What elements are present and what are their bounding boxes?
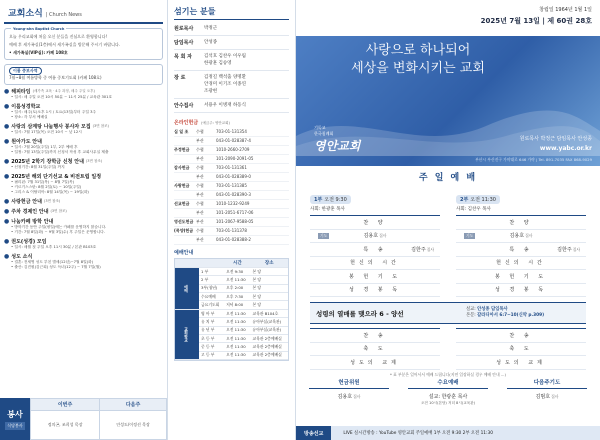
service-2-closing	[456, 328, 586, 370]
closing-row	[310, 343, 440, 357]
schedule-name: 2 부	[199, 276, 224, 284]
bullet-icon: ●	[4, 123, 10, 130]
news-item-title: 나눔카페 방학 안내	[11, 219, 54, 225]
order-row	[310, 243, 440, 257]
news-item	[4, 253, 163, 270]
service-2	[456, 186, 586, 297]
bullet-icon: ●	[4, 253, 10, 260]
news-item-title: 성도 소식	[11, 254, 33, 260]
account-row	[174, 146, 289, 155]
order-kind: 기도	[320, 232, 328, 238]
sermon-info: 설교: 안성종 담임목사 본문: 갈라디아서 6:7~10(신약 p.309)	[466, 307, 545, 318]
service-1-host: 사회: 한광훈 목사	[310, 207, 345, 212]
bulletin-column	[296, 0, 600, 440]
order-person	[510, 232, 533, 239]
logo-small: 기독교	[314, 125, 326, 130]
offering-duty	[304, 378, 394, 400]
sermon-title: 성령의 열매를 맺으라 6 - 양선	[316, 309, 404, 318]
schedule-place: 교육관 2층예배실	[251, 343, 288, 351]
schedule-time: 오전 11:30	[224, 318, 250, 326]
closing-title: 성도의 교제	[496, 359, 546, 366]
account-type: 사랑헌금	[174, 183, 190, 188]
broadcast-bar	[296, 426, 600, 440]
divider	[174, 19, 289, 20]
prayer-box	[4, 64, 163, 85]
schedule-place: 본 당	[251, 276, 288, 284]
staff-role: 원로목사	[174, 26, 194, 32]
contacts-header	[168, 115, 295, 126]
news-item	[4, 208, 163, 215]
news-item	[4, 88, 163, 100]
church-news-column	[0, 0, 168, 440]
account-row	[174, 209, 289, 218]
account-number: 043-01-028388-2	[216, 237, 251, 242]
staff-role: 목 회 자	[174, 54, 192, 60]
schedule-time: 오후 2:00	[224, 284, 250, 292]
bullet-icon: ●	[4, 103, 10, 110]
service-2-badge: 2부 오전 11:30	[456, 195, 500, 204]
order-title: 특 송	[363, 246, 387, 253]
staff-role: 안수집사	[174, 103, 194, 109]
welcome-line: 예배 후 새가족실(1층)에서 새가족실을 방문해 주시기 바랍니다.	[9, 42, 121, 47]
church-logo	[314, 125, 360, 154]
order-person-name: 김한주	[411, 246, 426, 253]
account-row	[174, 227, 289, 236]
news-item	[4, 173, 163, 195]
account-number: 043-01-028389-0	[216, 174, 251, 179]
account-bank: 수협	[196, 129, 204, 134]
order-title: 봉 헌 기 도	[348, 273, 402, 280]
account-type: 주정헌금	[174, 147, 190, 152]
schedule-time: 저녁 8:00	[224, 301, 250, 309]
account-bank: 부산	[196, 156, 204, 161]
account-number: 703-01-131385	[216, 183, 247, 188]
order-row	[310, 284, 440, 298]
order-title: 봉 헌 기 도	[494, 273, 548, 280]
sermon-box	[310, 302, 586, 324]
news-item-line: • 기간: 7월 8일(화) ~ 9월 3일(수) 후 주일은 운영합니다.	[11, 230, 105, 234]
account-bank: 부산	[196, 210, 204, 215]
order-row	[456, 257, 586, 271]
closing-row	[456, 329, 586, 343]
contacts-list	[174, 128, 289, 245]
schedule-name: 1 부	[199, 267, 224, 275]
account-number: 043-01-028390-3	[216, 192, 251, 197]
account-bank: 부산	[196, 237, 204, 242]
banner	[296, 36, 600, 166]
service-2-host: 사회: 김찬우 목사	[456, 207, 491, 212]
account-row	[174, 173, 289, 182]
bullet-icon: ●	[4, 218, 10, 225]
news-header	[4, 0, 163, 24]
schedule-name: 고 등 부	[199, 351, 224, 359]
account-bank: 수협	[196, 183, 204, 188]
news-item-line: • 결혼: 전세영 성도 부친 별세(12년)~7월 8일(화)	[11, 260, 94, 264]
schedule-time: 오전 11:30	[224, 343, 250, 351]
news-item-title: 사랑헌금 안내	[11, 199, 42, 205]
account-number: 1010-1232-9249	[216, 201, 250, 206]
closing-title: 찬 송	[363, 332, 387, 339]
schedule-time: 오전 9:30	[224, 267, 250, 275]
account-bank: 부산	[196, 138, 204, 143]
news-item	[4, 238, 163, 250]
bullet-icon: ●	[4, 208, 10, 215]
order-title: 성 경 봉 독	[494, 287, 548, 294]
service-subtitle: 식당봉사	[7, 422, 23, 428]
news-item-heading	[4, 138, 163, 145]
account-type: 감사헌금	[174, 165, 190, 170]
staff-row	[174, 22, 289, 36]
news-item-title: 이룸성경학교	[11, 104, 41, 110]
welcome-line: • 새가족실(VIP실): 카페 108호	[9, 50, 68, 55]
news-item-heading	[4, 123, 163, 130]
schedule-place: 본 당	[251, 293, 288, 301]
news-item-sub: (새가족 교육 · 4주 과정, 매주 주일 오후)	[32, 89, 95, 93]
welcome-box	[4, 28, 163, 60]
slogan-line: 세상을 변화시키는 교회	[351, 61, 485, 76]
schedule-header: 시간	[224, 259, 250, 267]
schedule-place: 유아부실(교육관)	[251, 318, 288, 326]
closing-title: 축 도	[363, 346, 387, 353]
contacts-subtitle: (예금주: 영안교회)	[201, 121, 230, 125]
news-item-heading	[4, 208, 163, 215]
news-item-sub: (3면 참조)	[85, 159, 103, 163]
wednesday-duty	[403, 378, 493, 406]
news-item	[4, 158, 163, 170]
service-1-order	[310, 215, 440, 297]
news-item-heading	[4, 253, 163, 260]
bullet-icon: ●	[4, 138, 10, 145]
established-date: 창립일 1964년 1월 1일	[539, 7, 592, 13]
account-row	[174, 155, 289, 164]
account-number: 1010-2660-2709	[216, 147, 250, 152]
schedule-time: 오전 11:30	[224, 309, 250, 317]
news-item-line: • 필리핀: 7월 31일(목) ~ 8월 7일(목)	[11, 180, 75, 184]
news-item-line: • 방학기간 동안 주일(평일)에는 카페를 운영하지 않습니다.	[11, 225, 107, 229]
news-item	[4, 138, 163, 155]
account-type: 십 일 조	[174, 129, 189, 134]
order-row	[456, 230, 586, 244]
order-person-suffix: 집사	[525, 233, 533, 239]
account-row	[174, 137, 289, 146]
order-title: 찬 양	[363, 219, 387, 226]
staff-list	[174, 22, 289, 113]
order-person-name: 김용호	[509, 233, 525, 240]
account-row	[174, 164, 289, 173]
account-row	[174, 191, 289, 200]
news-item-title: 주차 경제인 안내	[11, 209, 49, 215]
schedule-place: 유아부실(교육관)	[251, 326, 288, 334]
news-item-line: • 장소: 각 부서 예배실	[11, 115, 48, 119]
account-number: 703-01-131354	[216, 129, 247, 134]
broadcast-tag: 방송선교	[296, 426, 331, 440]
service-header-next-week: 다음주	[100, 399, 167, 411]
schedule-row	[175, 267, 288, 275]
account-type	[174, 138, 196, 144]
news-item-title: 2025년 해외 단기선교 & 비전트립 일정	[11, 174, 102, 180]
service-1-closing	[310, 328, 440, 370]
account-type: (목양)헌금	[174, 228, 194, 233]
prayer-line: 7월~8월 여름방학 중 여름 중보기도회 (카페 108호)	[9, 75, 102, 80]
news-item-sub: (3면 참조)	[92, 124, 109, 128]
account-bank: 수협	[196, 147, 204, 152]
schedule-group: 교회학교	[175, 309, 199, 359]
service-title: 봉사	[7, 409, 23, 419]
contacts-title: 온라인헌금	[174, 120, 199, 126]
prayer-tag: 이룸 중보사역	[9, 67, 42, 75]
staff-row	[174, 99, 289, 113]
news-item-title: 원아가도 안내	[11, 139, 42, 145]
bulletin-header	[481, 6, 592, 26]
bullet-icon: ●	[4, 88, 10, 95]
news-item-line: • 일시: 7월 20일(주일) 1부, 2부 예배 후	[11, 145, 78, 149]
news-item	[4, 103, 163, 120]
account-number: 703-01-131361	[216, 165, 247, 170]
news-item-title: 사랑의 삼계탕 나눔행사 봉사자 모집	[11, 124, 91, 130]
staff-names: 김정길 백석출 양명환 안경미 이기조 이종연 조광현	[204, 75, 246, 94]
staff-row	[174, 50, 289, 71]
news-item-line: • 일시: 매 주일 오전 10시 50분 ~ 11시 25분 / 교육관 301호	[11, 95, 113, 99]
duty-value: 김범호집사	[535, 394, 559, 400]
order-row	[456, 243, 586, 257]
staff-row	[174, 36, 289, 50]
news-subtitle: | Church News	[45, 12, 82, 18]
staff-names: 안성종	[204, 40, 218, 45]
news-item-line: • 일시: 7월 17일(목) 오전 10시 ~ 낮 12시	[11, 130, 82, 134]
schedule-header	[199, 259, 224, 267]
schedule-name: 금요기도회	[199, 301, 224, 309]
closing-row	[310, 329, 440, 343]
schedule-time: 오전 11:30	[224, 326, 250, 334]
service-side	[0, 398, 30, 440]
news-item-line: • 키르기스스탄: 8월 2일(토) ~ 10일(주일)	[11, 185, 82, 189]
closing-title: 찬 송	[509, 332, 533, 339]
order-row	[456, 270, 586, 284]
schedule-place: 교육관 2층예배실	[251, 351, 288, 359]
service-cell: 정의곤, 조희성 목장	[31, 411, 100, 440]
schedule-table	[174, 258, 289, 361]
schedule-time: 오전 11:30	[224, 351, 250, 359]
news-item-title: 권도(성경) 모임	[11, 239, 47, 245]
news-item-sub: (3면 참조)	[50, 209, 67, 213]
slogan-line: 사랑으로 하나되어	[365, 43, 471, 58]
bullet-icon: ●	[4, 198, 10, 205]
account-row	[174, 128, 289, 137]
order-row	[310, 270, 440, 284]
duty-header: 다음주기도	[507, 378, 587, 389]
order-person	[411, 246, 434, 253]
schedule-time: 오후 7:30	[224, 293, 250, 301]
schedule-header: 장소	[251, 259, 288, 267]
broadcast-text: LIVE 실시간방송 : YouTube 영안교회 주일예배 1부 오전 9:30 2부 오전 11:30	[343, 431, 493, 436]
news-item	[4, 218, 163, 235]
closing-title: 성도의 교제	[350, 359, 400, 366]
bullet-icon: ●	[4, 158, 10, 165]
service-2-order	[456, 215, 586, 297]
news-item-heading	[4, 238, 163, 245]
closing-row	[456, 356, 586, 370]
account-bank: 부산	[196, 219, 204, 224]
logo-small: 한국침례회	[314, 131, 334, 136]
account-type: 선교헌금	[174, 201, 190, 206]
duty-header: 수요예배	[408, 378, 488, 389]
news-item-line: • 신청기간: 8월 31일(주일) 까지	[11, 165, 65, 169]
news-item-line: • 일시: 매주(토)오후 1시 / 토요(13일)부터 주일 3주	[11, 110, 96, 114]
order-title: 헌신의 시간	[350, 260, 400, 267]
order-kind: 기도	[466, 232, 474, 238]
account-bank: 부산	[196, 192, 204, 197]
duty-header: 헌금위원	[309, 378, 389, 389]
news-item	[4, 123, 163, 135]
schedule-name: 초 등 부	[199, 335, 224, 343]
welcome-tag: Young-ahn Baptist Church	[13, 27, 65, 31]
schedule-group: 예배	[175, 267, 199, 309]
service-1-badge: 1부 오전 9:30	[310, 195, 351, 204]
account-number: 101-2051-6717-06	[216, 210, 254, 215]
account-type	[174, 156, 196, 162]
schedule-place: 본 당	[251, 267, 288, 275]
schedule-time: 오전 11:30	[224, 276, 250, 284]
closing-row	[310, 356, 440, 370]
order-row	[456, 216, 586, 230]
order-title: 특 송	[509, 246, 533, 253]
staff-role: 장 로	[174, 75, 186, 81]
schedule-time: 오전 11:30	[224, 335, 250, 343]
service-table	[30, 398, 167, 440]
order-row	[310, 230, 440, 244]
issue-date: 2025년 7월 13일 | 제 60권 28호	[480, 17, 592, 25]
schedule-name: 유 치 부	[199, 318, 224, 326]
staff-names: 김석호 김찬우 이우림 한광훈 김승영	[204, 54, 246, 66]
staff-role: 담임목사	[174, 40, 194, 46]
news-item-line: • 일정: 7월 13일(주일)까지 신청서 작성 후 교회사무실 제출	[11, 150, 109, 154]
closing-row	[456, 343, 586, 357]
account-bank: 수협	[196, 165, 204, 170]
next-prayer-duty	[502, 378, 592, 400]
schedule-title: 예배안내	[174, 250, 194, 256]
order-row	[310, 216, 440, 230]
order-row	[456, 284, 586, 298]
account-bank: 부산	[196, 174, 204, 179]
service-1	[310, 186, 440, 297]
service-header-this-week: 이번주	[31, 399, 100, 411]
order-row	[310, 257, 440, 271]
news-item-heading	[4, 218, 163, 225]
schedule-header	[175, 259, 199, 267]
order-person	[557, 246, 580, 253]
news-item-line: • 일시: 매월 첫 주일 오후 11시 30분 / 본관 B103호	[11, 245, 97, 249]
account-type	[174, 237, 196, 243]
order-person-suffix: 집사	[572, 246, 580, 252]
staff-names: 서용우 이병재 하동식	[204, 103, 246, 108]
account-number: 101-2090-2091-05	[216, 156, 254, 161]
order-person-suffix: 집사	[379, 233, 387, 239]
schedule-name: 중 등 부	[199, 343, 224, 351]
staff-row	[174, 71, 289, 99]
news-item-line: • 출산: 김진원(김근희) 성도 득녀(12주) ~ 7월 7일(월)	[11, 265, 101, 269]
schedule-name: 수요예배	[199, 293, 224, 301]
news-item-sub: (3면 참조)	[43, 199, 61, 203]
schedule-place: 교육관 B104호	[251, 309, 288, 317]
order-person-suffix: 집사	[426, 246, 434, 252]
order-person	[364, 232, 387, 239]
news-item	[4, 198, 163, 205]
news-item-line: • 그리스 & 이탈리아: 8월 14일(목) ~ 19일(화)	[11, 190, 89, 194]
service-cell: 안성도/이정선 목장	[100, 411, 167, 440]
account-bank: 수협	[196, 228, 204, 233]
news-item-heading	[4, 158, 163, 165]
schedule-name: 유 년 부	[199, 326, 224, 334]
church-url[interactable]: www.yabc.or.kr	[539, 145, 592, 152]
slogan	[318, 42, 518, 78]
worship-title: 주 일 예 배	[418, 173, 478, 183]
account-type	[174, 174, 196, 180]
news-title: 교회소식	[8, 9, 43, 19]
duty-value: 설교: 한광훈 목사 오전 10시(본당) 저녁 8시(교육관)	[420, 394, 476, 405]
bullet-icon: ●	[4, 173, 10, 180]
news-item-heading	[4, 198, 163, 205]
closing-title: 축 도	[509, 346, 533, 353]
order-person-name: 김한주	[557, 246, 572, 253]
order-title: 헌신의 시간	[496, 260, 546, 267]
servants-column	[168, 0, 296, 440]
order-title: 성 경 봉 독	[348, 287, 402, 294]
schedule-place: 본 당	[251, 301, 288, 309]
news-item-title: 2025년 2학기 장학금 신청 안내	[11, 159, 84, 165]
servants-title: 섬기는 분들	[174, 7, 216, 16]
news-items	[0, 88, 167, 270]
schedule-place: 교육관 2층예배실	[251, 335, 288, 343]
church-address: 부산시 부산진구 가야대로 646 가야 | Tel. 891-7035 FAX 868-9029	[475, 157, 592, 162]
news-item-heading	[4, 173, 163, 180]
account-type	[174, 192, 196, 198]
schedule-place: 본 당	[251, 284, 288, 292]
account-row	[174, 200, 289, 209]
news-item-title: 해피타임	[11, 89, 31, 95]
account-number: 101-2067-9588-05	[216, 219, 254, 224]
account-row	[174, 236, 289, 245]
logo-name: 영안교회	[314, 139, 361, 153]
account-type: 영선도헌금	[174, 219, 194, 224]
bullet-icon: ●	[4, 238, 10, 245]
staff-names: 박정근	[204, 26, 218, 31]
order-person-name: 김용호	[363, 233, 379, 240]
account-number: 703-01-131378	[216, 228, 247, 233]
schedule-name: 3부(청년)	[199, 284, 224, 292]
account-row	[174, 218, 289, 227]
account-number: 043-01-028387-4	[216, 138, 251, 143]
duty-value: 김용호집사	[337, 394, 361, 400]
news-item-heading	[4, 103, 163, 110]
account-bank: 수협	[196, 201, 204, 206]
news-item-heading	[4, 88, 163, 95]
welcome-line: 오늘 우리교회에 처음 오신 분들을 진심으로 환영합니다!	[9, 34, 108, 39]
worship-note: * 표 부분은 일어서서 예배 드립니다(지연 입장하실 경우 예배 안내 ...)	[390, 372, 506, 377]
pastor-line: 원로목사 박정근 담임목사 안성종	[519, 136, 592, 142]
account-row	[174, 182, 289, 191]
order-title: 찬 양	[509, 219, 533, 226]
account-type	[174, 210, 196, 216]
schedule-grid	[175, 259, 288, 360]
schedule-row	[175, 309, 288, 317]
service-box	[0, 398, 167, 440]
schedule-name: 영 아 부	[199, 309, 224, 317]
